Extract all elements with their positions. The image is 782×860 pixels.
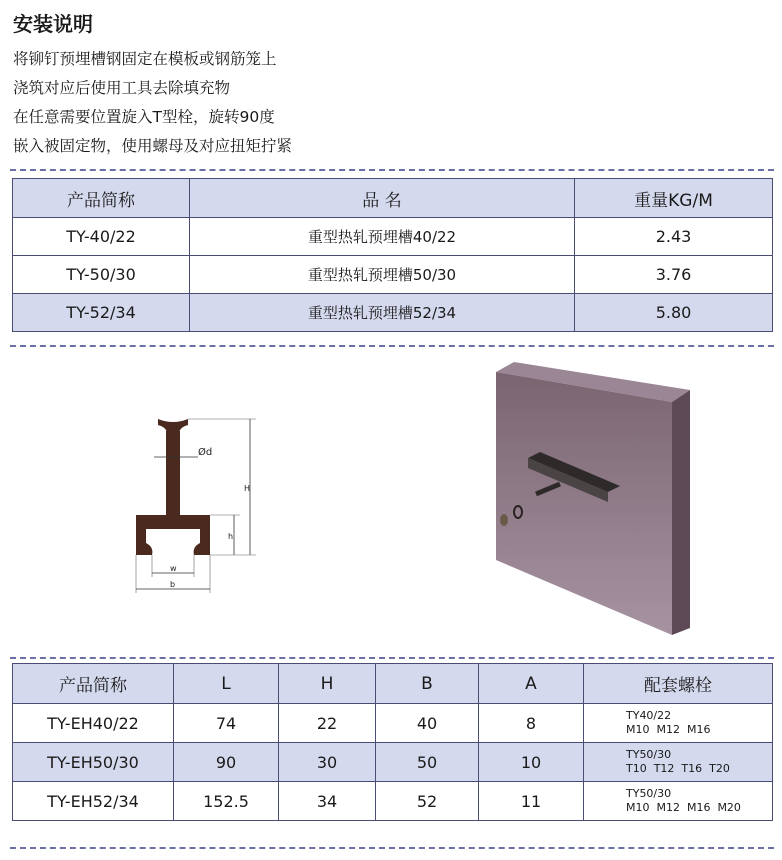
weight-table <box>12 178 773 332</box>
column-header: A <box>479 664 584 704</box>
table-cell: 40 <box>376 704 479 743</box>
dimension-label: b <box>170 580 176 589</box>
bolt-cell <box>584 704 773 743</box>
step-item: 浇筑对应后使用工具去除填充物 <box>13 79 231 97</box>
bolt-type: TY50/30 <box>626 748 672 761</box>
install-steps <box>13 47 292 163</box>
table-cell: 重型热轧预埋槽40/22 <box>190 218 575 256</box>
table-cell: TY-40/22 <box>13 218 190 256</box>
bolt-cell <box>584 782 773 821</box>
table-cell: 5.80 <box>575 294 773 332</box>
table-row <box>13 256 773 294</box>
divider <box>10 847 774 849</box>
table-cell: 50 <box>376 743 479 782</box>
table-cell: 重型热轧预埋槽52/34 <box>190 294 575 332</box>
block-side-face <box>672 390 690 635</box>
column-header: B <box>376 664 479 704</box>
table-cell: 11 <box>479 782 584 821</box>
table-row <box>13 704 773 743</box>
table-cell: 8 <box>479 704 584 743</box>
dimension-label: h <box>228 532 234 541</box>
bolt-sizes: M10 M12 M16 <box>626 723 711 736</box>
table-cell: 152.5 <box>174 782 279 821</box>
channel-profile-shape <box>136 515 210 555</box>
step-item: 将铆钉预埋槽钢固定在模板或钢筋笼上 <box>13 50 277 68</box>
table-cell: TY-EH40/22 <box>13 704 174 743</box>
step-item: 在任意需要位置旋入T型栓，旋转90度 <box>13 108 275 126</box>
table-cell: TY-EH50/30 <box>13 743 174 782</box>
table-cell: TY-52/34 <box>13 294 190 332</box>
bolt-cell <box>584 743 773 782</box>
table-row <box>13 782 773 821</box>
dimension-label: w <box>170 564 177 573</box>
bolt-sizes: T10 T12 T16 T20 <box>626 762 730 775</box>
table-cell: 74 <box>174 704 279 743</box>
dimension-label: H <box>244 484 251 493</box>
column-header: 品 名 <box>190 179 575 218</box>
column-header: 产品简称 <box>13 179 190 218</box>
column-header: 重量KG/M <box>575 179 773 218</box>
bolt-shank-shape <box>166 431 180 516</box>
table-cell: 10 <box>479 743 584 782</box>
table-cell: 22 <box>279 704 376 743</box>
column-header: H <box>279 664 376 704</box>
bolt-sizes: M10 M12 M16 M20 <box>626 801 741 814</box>
bolt-type: TY40/22 <box>626 709 672 722</box>
concrete-block-illustration <box>490 360 690 635</box>
column-header: L <box>174 664 279 704</box>
bolt-type: TY50/30 <box>626 787 672 800</box>
column-header: 产品简称 <box>13 664 174 704</box>
table-cell: 2.43 <box>575 218 773 256</box>
divider <box>10 657 774 659</box>
dimension-label: Ød <box>198 447 213 458</box>
table-row <box>13 218 773 256</box>
table-header-row <box>13 179 773 218</box>
table-cell: 30 <box>279 743 376 782</box>
dimensions-table <box>12 663 773 821</box>
table-cell: 52 <box>376 782 479 821</box>
divider <box>10 169 774 171</box>
block-front-face <box>496 372 672 635</box>
channel-cross-section-diagram <box>128 405 288 600</box>
page-title: 安装说明 <box>13 12 93 36</box>
divider <box>10 345 774 347</box>
table-cell: 重型热轧预埋槽50/30 <box>190 256 575 294</box>
table-cell: TY-50/30 <box>13 256 190 294</box>
table-row <box>13 294 773 332</box>
table-header-row <box>13 664 773 704</box>
bolt-head-shape <box>158 419 188 433</box>
table-cell: 3.76 <box>575 256 773 294</box>
table-row <box>13 743 773 782</box>
table-cell: TY-EH52/34 <box>13 782 174 821</box>
table-cell: 34 <box>279 782 376 821</box>
nut-shape <box>500 514 508 526</box>
table-cell: 90 <box>174 743 279 782</box>
step-item: 嵌入被固定物，使用螺母及对应扭矩拧紧 <box>13 137 293 155</box>
column-header: 配套螺栓 <box>584 664 773 704</box>
